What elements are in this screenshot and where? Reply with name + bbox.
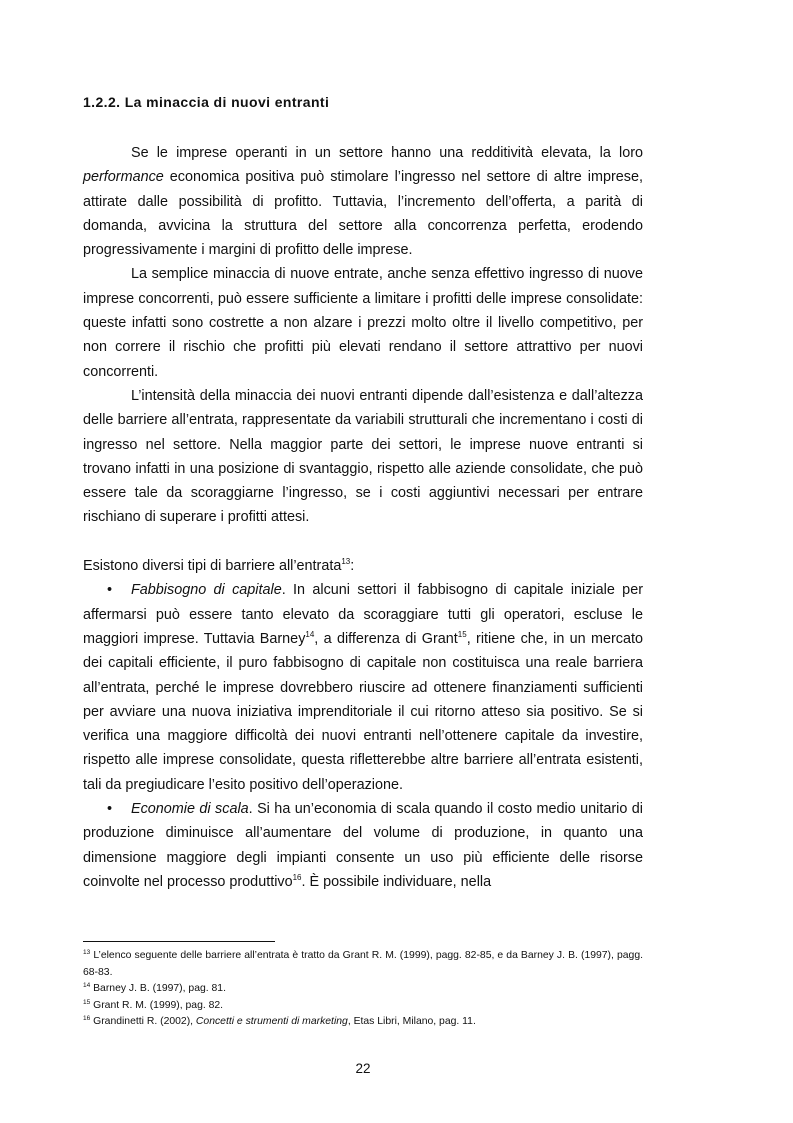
bullet-icon: • <box>107 801 113 818</box>
footnote-separator <box>83 941 275 942</box>
footnote-number: 14 <box>83 982 91 989</box>
list-intro-text: Esistono diversi tipi di barriere all’entrata <box>83 558 342 575</box>
paragraph-1-part2: economica positiva può stimolare l’ingresso nel settore di altre imprese, attirate dalle possibilità di profitto. Tuttavia, l’incremento dell’offerta, a parità di domanda, avvicina la struttura del settore alla concorrenza perfetta, erodendo progressivamente i margini di profitto delle imprese. <box>83 169 643 259</box>
footnote-number: 13 <box>83 949 91 956</box>
footnote-ref-15[interactable]: 15 <box>457 629 467 639</box>
paragraph-1 <box>83 141 643 262</box>
footnote-number: 15 <box>83 998 91 1006</box>
bullet-icon: • <box>107 582 113 599</box>
footnote-text: Barney J. B. (1997), pag. 81. <box>90 983 226 994</box>
list-item-text: . È possibile individuare, nella <box>301 873 492 890</box>
list-item-text: , ritiene che, in un mercato dei capitali efficiente, il puro fabbisogno di capitale non costituisca una reale barriera all’entrata, perché le imprese dovrebbero riuscire ad ottenere finanziamenti sufficienti per avviare una nuova iniziativa imprenditoriale il cui ritorno atteso sia positivo. Se si verifica una maggiore difficoltà dei nuovi entranti nell’ottenere capitale da investire, rispetto alle imprese consolidate, questa rifletterebbe altre barriere all’entrata esistenti, tali da pregiudicare l’esito positivo dell’operazione. <box>83 630 643 793</box>
footnotes <box>83 948 643 1031</box>
footnote-13 <box>83 948 643 981</box>
footnote-16 <box>83 1014 643 1031</box>
footnote-15 <box>83 998 643 1015</box>
list-item-text: , a differenza di Grant <box>314 630 458 647</box>
paragraph-3: L’intensità della minaccia dei nuovi entranti dipende dall’esistenza e dall’altezza delle barriere all’entrata, rappresentate da variabili strutturali che incrementano i costi di ingresso nel settore. Nella maggior parte dei settori, le imprese nuove entranti si trovano infatti in una posizione di svantaggio, rispetto alle aziende consolidate, che può essere tale da scoraggiarne l’ingresso, se i costi aggiuntivi necessari per entrare rischiano di superare i profitti attesi. <box>83 387 643 526</box>
page-number: 22 <box>355 1061 371 1076</box>
footnote-text: , Etas Libri, Milano, pag. 11. <box>347 1016 476 1027</box>
list-item-text: . Si ha un’economia di scala quando il costo medio unitario di produzione diminuisce all’aumentare del volume di produzione, in quanto una dimensione maggiore degli impianti consente un uso più efficiente delle risorse coinvolte nel processo produttivo <box>83 801 643 890</box>
list-item-title: Economie di scala <box>131 801 249 818</box>
paragraph-2: La semplice minaccia di nuove entrate, anche senza effettivo ingresso di nuove imprese concorrenti, può essere sufficiente a limitare i profitti delle imprese consolidate: queste infatti sono costrette a non alzare i prezzi molto oltre il livello competitivo, per non correre il rischio che profitti più elevati rendano il settore attrattivo per nuovi concorrenti. <box>83 266 643 380</box>
paragraph-1-emphasis: performance <box>83 169 164 186</box>
list-item-title: Fabbisogno di capitale <box>131 582 282 599</box>
footnote-ref-16[interactable]: 16 <box>292 872 302 882</box>
barriers-list <box>83 578 643 894</box>
footnote-ref-13[interactable]: 13 <box>341 557 351 567</box>
list-item-capital <box>83 578 643 797</box>
list-intro-after: : <box>350 558 355 575</box>
footnote-ref-14[interactable]: 14 <box>305 629 315 639</box>
list-item-text: . In alcuni settori il fabbisogno di capitale iniziale per affermarsi può essere tanto elevato da scoraggiare tutti gli operatori, escluse le maggiori imprese. Tuttavia Barney <box>83 582 643 647</box>
footnote-book-title: Concetti e strumenti di marketing <box>195 1016 348 1027</box>
paragraph-spacer <box>83 530 643 554</box>
footnote-14 <box>83 981 643 998</box>
footnote-number: 16 <box>83 1015 91 1022</box>
footnote-text: Grant R. M. (1999), pag. 82. <box>90 999 224 1011</box>
body-text <box>83 141 643 894</box>
section-heading: 1.2.2. La minaccia di nuovi entranti <box>83 94 330 110</box>
list-item-scale <box>83 797 643 894</box>
footnote-text: Grandinetti R. (2002), <box>90 1016 196 1027</box>
footnote-text: L’elenco seguente delle barriere all’entrata è tratto da Grant R. M. (1999), pagg. 82-85, e da Barney J. B. (1997), pagg. 68-83. <box>83 950 643 978</box>
paragraph-1-part1: Se le imprese operanti in un settore hanno una redditività elevata, la loro <box>131 145 643 161</box>
list-intro <box>83 554 643 578</box>
